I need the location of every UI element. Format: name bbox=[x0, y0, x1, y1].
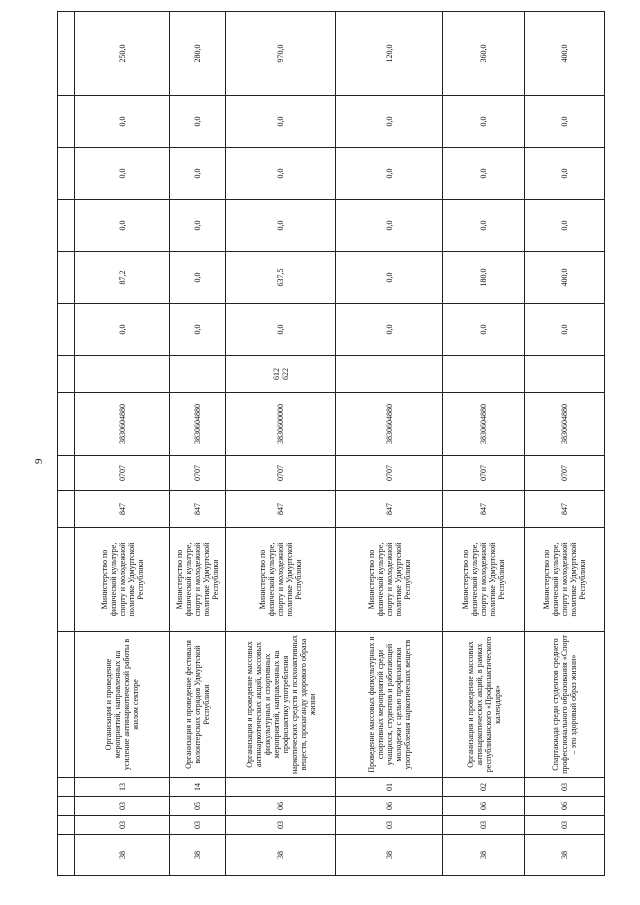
event-name-cell: Спартакиада среди студентов среднего профессионального образования «Спорт – это здоровый образ жизни» bbox=[525, 632, 605, 778]
amount-5-cell: 0,0 bbox=[170, 96, 226, 148]
amount-5-cell: 0,0 bbox=[525, 96, 605, 148]
code-program-cell: 38 bbox=[75, 835, 170, 876]
grbs-code-cell: 847 bbox=[170, 491, 226, 528]
amount-2-cell: 180,0 bbox=[443, 252, 525, 304]
target-article-cell: 3830604880 bbox=[525, 393, 605, 456]
code-program-cell: 38 bbox=[336, 835, 443, 876]
amount-5-cell: 0,0 bbox=[75, 96, 170, 148]
code-submeasure-cell: 02 bbox=[443, 778, 525, 797]
amount-4-cell: 0,0 bbox=[170, 148, 226, 200]
amount-3-cell: 0,0 bbox=[226, 200, 336, 252]
code-subprogram-cell: 03 bbox=[525, 816, 605, 835]
code-subprogram-cell: 03 bbox=[170, 816, 226, 835]
grbs-code-cell: 847 bbox=[525, 491, 605, 528]
code-submeasure-cell bbox=[226, 778, 336, 797]
expense-type-cell bbox=[75, 356, 170, 393]
amount-1-cell: 0,0 bbox=[170, 304, 226, 356]
amount-3-cell: 0,0 bbox=[525, 200, 605, 252]
agency-cell: Министерство по физической культуре, спорту и молодежной политике Удмуртской Республики bbox=[75, 528, 170, 632]
code-program-cell: 38 bbox=[525, 835, 605, 876]
code-measure-cell: 05 bbox=[170, 797, 226, 816]
amount-4-cell: 0,0 bbox=[443, 148, 525, 200]
table-row bbox=[443, 12, 525, 876]
code-subprogram-cell: 03 bbox=[336, 816, 443, 835]
section-code-cell: 0707 bbox=[226, 456, 336, 491]
code-submeasure-cell: 13 bbox=[75, 778, 170, 797]
event-name-cell: Организация и проведение массовых антинаркотических акций, в рамках республиканского «Профилактического календаря» bbox=[443, 632, 525, 778]
amount-2-cell: 0,0 bbox=[336, 252, 443, 304]
amount-3-cell: 0,0 bbox=[336, 200, 443, 252]
amount-2-cell: 87,2 bbox=[75, 252, 170, 304]
header-spacer-row bbox=[58, 12, 75, 876]
target-article-cell: 3830604880 bbox=[336, 393, 443, 456]
amount-2-cell: 400,0 bbox=[525, 252, 605, 304]
event-name-cell: Проведение массовых физкультурных и спортивных мероприятий среди учащихся, студентов и работающей молодежи с целью профилактики употребления наркотических веществ bbox=[336, 632, 443, 778]
code-measure-cell: 03 bbox=[75, 797, 170, 816]
agency-cell: Министерство по физической культуре, спорту и молодежной политике Удмуртской Республики bbox=[525, 528, 605, 632]
event-name-cell: Организация и проведение мероприятий, направленных на усиление антинаркотической работы в жилом секторе bbox=[75, 632, 170, 778]
amount-2-cell: 637,5 bbox=[226, 252, 336, 304]
section-code-cell: 0707 bbox=[170, 456, 226, 491]
code-measure-cell: 06 bbox=[525, 797, 605, 816]
code-program-cell: 38 bbox=[226, 835, 336, 876]
amount-1-cell: 0,0 bbox=[336, 304, 443, 356]
section-code-cell: 0707 bbox=[443, 456, 525, 491]
amount-3-cell: 0,0 bbox=[75, 200, 170, 252]
target-article-cell: 3830604880 bbox=[443, 393, 525, 456]
code-measure-cell: 06 bbox=[336, 797, 443, 816]
table-body bbox=[75, 12, 605, 876]
code-submeasure-cell: 03 bbox=[525, 778, 605, 797]
amount-3-cell: 0,0 bbox=[443, 200, 525, 252]
amount-1-cell: 0,0 bbox=[443, 304, 525, 356]
event-name-cell: Организация и проведение фестиваля волонтерских отрядов Удмуртской Республики bbox=[170, 632, 226, 778]
amount-4-cell: 0,0 bbox=[226, 148, 336, 200]
amount-6-cell: 360,0 bbox=[443, 12, 525, 96]
table-row bbox=[170, 12, 226, 876]
amount-1-cell: 0,0 bbox=[226, 304, 336, 356]
grbs-code-cell: 847 bbox=[336, 491, 443, 528]
section-code-cell: 0707 bbox=[525, 456, 605, 491]
budget-table bbox=[57, 11, 605, 876]
table-row bbox=[75, 12, 170, 876]
amount-4-cell: 0,0 bbox=[336, 148, 443, 200]
code-subprogram-cell: 03 bbox=[75, 816, 170, 835]
event-name-cell: Организация и проведение массовых антинаркотических акций, массовых физкультурных и спортивных мероприятий, направленных на профилактику употребления наркотических средств и психоактивных веществ, пропаганду здорового образа жизни bbox=[226, 632, 336, 778]
table-row bbox=[525, 12, 605, 876]
agency-cell: Министерство по физической культуре, спорту и молодежной политике Удмуртской Республики bbox=[226, 528, 336, 632]
amount-6-cell: 280,0 bbox=[170, 12, 226, 96]
expense-type-cell bbox=[525, 356, 605, 393]
agency-cell: Министерство по физической культуре, спорту и молодежной политике Удмуртской Республики bbox=[443, 528, 525, 632]
code-subprogram-cell: 03 bbox=[226, 816, 336, 835]
target-article-cell: 3830604880 bbox=[170, 393, 226, 456]
code-program-cell: 38 bbox=[170, 835, 226, 876]
amount-3-cell: 0,0 bbox=[170, 200, 226, 252]
agency-cell: Министерство по физической культуре, спорту и молодежной политике Удмуртской Республики bbox=[170, 528, 226, 632]
grbs-code-cell: 847 bbox=[443, 491, 525, 528]
expense-type-cell: 612 622 bbox=[226, 356, 336, 393]
amount-2-cell: 0,0 bbox=[170, 252, 226, 304]
expense-type-cell bbox=[443, 356, 525, 393]
grbs-code-cell: 847 bbox=[75, 491, 170, 528]
amount-4-cell: 0,0 bbox=[75, 148, 170, 200]
amount-6-cell: 970,0 bbox=[226, 12, 336, 96]
target-article-cell: 3830604880 bbox=[75, 393, 170, 456]
expense-type-cell bbox=[336, 356, 443, 393]
code-submeasure-cell: 01 bbox=[336, 778, 443, 797]
amount-5-cell: 0,0 bbox=[443, 96, 525, 148]
amount-1-cell: 0,0 bbox=[75, 304, 170, 356]
amount-5-cell: 0,0 bbox=[336, 96, 443, 148]
table-row bbox=[336, 12, 443, 876]
amount-6-cell: 400,0 bbox=[525, 12, 605, 96]
table-row bbox=[226, 12, 336, 876]
page-number: 9 bbox=[33, 458, 45, 464]
code-submeasure-cell: 14 bbox=[170, 778, 226, 797]
amount-4-cell: 0,0 bbox=[525, 148, 605, 200]
code-program-cell: 38 bbox=[443, 835, 525, 876]
section-code-cell: 0707 bbox=[75, 456, 170, 491]
rotated-table-wrapper bbox=[33, 30, 587, 876]
grbs-code-cell: 847 bbox=[226, 491, 336, 528]
target-article-cell: 3830600000 bbox=[226, 393, 336, 456]
section-code-cell: 0707 bbox=[336, 456, 443, 491]
amount-6-cell: 120,0 bbox=[336, 12, 443, 96]
code-measure-cell: 06 bbox=[443, 797, 525, 816]
amount-6-cell: 250,0 bbox=[75, 12, 170, 96]
amount-5-cell: 0,0 bbox=[226, 96, 336, 148]
code-subprogram-cell: 03 bbox=[443, 816, 525, 835]
expense-type-cell bbox=[170, 356, 226, 393]
code-measure-cell: 06 bbox=[226, 797, 336, 816]
agency-cell: Министерство по физической культуре, спорту и молодежной политике Удмуртской Республики bbox=[336, 528, 443, 632]
amount-1-cell: 0,0 bbox=[525, 304, 605, 356]
